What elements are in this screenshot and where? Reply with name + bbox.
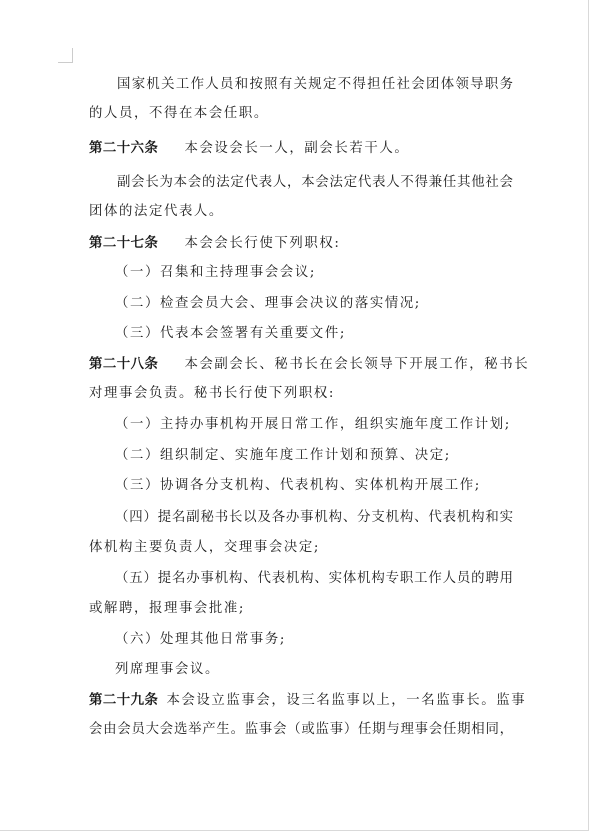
article-heading: 第二十九条 [89, 692, 159, 708]
list-item [89, 569, 513, 589]
paragraph-line [89, 720, 513, 740]
article-heading: 第二十八条 [89, 356, 159, 372]
line-text: （三）代表本会签署有关重要文件; [115, 326, 346, 341]
line-text: 副会长为本会的法定代表人，本会法定代表人不得兼任其他社会 [117, 175, 513, 190]
list-item [89, 324, 513, 344]
line-text: （二）检查会员大会、理事会决议的落实情况; [115, 296, 421, 311]
line-text: 对理事会负责。秘书长行使下列职权: [89, 386, 335, 401]
line-text: 会由会员大会选举产生。监事会（或监事）任期与理事会任期相同， [89, 722, 513, 737]
line-text: （四）提名副秘书长以及各办事机构、分支机构、代表机构和实 [115, 510, 513, 525]
article-28 [89, 354, 530, 375]
list-item [89, 446, 513, 466]
corner-crop-mark [58, 48, 73, 63]
article-heading: 第二十七条 [89, 235, 159, 251]
line-text: （一）召集和主持理事会会议; [115, 265, 316, 280]
paragraph-line [89, 173, 513, 193]
line-text: 的人员，不得在本会任职。 [89, 106, 269, 121]
line-text: （五）提名办事机构、代表机构、实体机构专职工作人员的聘用 [115, 571, 513, 586]
line-text: （三）协调各分支机构、代表机构、实体机构开展工作; [115, 478, 481, 493]
paragraph-line [89, 660, 513, 680]
line-text: 本会设立监事会，设三名监事以上，一名监事长。监事 [166, 693, 527, 708]
list-item [89, 294, 513, 314]
line-text: 国家机关工作人员和按照有关规定不得担任社会团体领导职务 [117, 77, 513, 92]
article-heading: 第二十六条 [89, 140, 159, 156]
paragraph-line [89, 202, 513, 222]
paragraph-line [89, 384, 513, 404]
paragraph-line [89, 75, 513, 95]
paragraph-line [89, 538, 513, 558]
list-item [89, 630, 513, 650]
list-item [89, 415, 513, 435]
line-text: 列席理事会议。 [115, 662, 220, 677]
line-text: （二）组织制定、实施年度工作计划和预算、决定; [115, 448, 451, 463]
article-29 [89, 690, 527, 711]
list-item [89, 476, 513, 496]
list-item [89, 508, 513, 528]
paragraph-line [89, 104, 513, 124]
line-text: （六）处理其他日常事务; [115, 632, 287, 647]
line-text: 团体的法定代表人。 [89, 204, 224, 219]
paragraph-line [89, 599, 513, 619]
line-text: （一）主持办事机构开展日常工作，组织实施年度工作计划; [115, 417, 511, 432]
line-text: 本会会长行使下列职权: [184, 236, 341, 251]
article-26 [89, 138, 513, 159]
article-27 [89, 233, 513, 254]
line-text: 或解聘，报理事会批准; [89, 601, 246, 616]
line-text: 本会设会长一人，副会长若干人。 [184, 141, 410, 156]
list-item [89, 263, 513, 283]
line-text: 体机构主要负责人，交理事会决定; [89, 540, 320, 555]
line-text: 本会副会长、秘书长在会长领导下开展工作，秘书长 [184, 357, 530, 372]
